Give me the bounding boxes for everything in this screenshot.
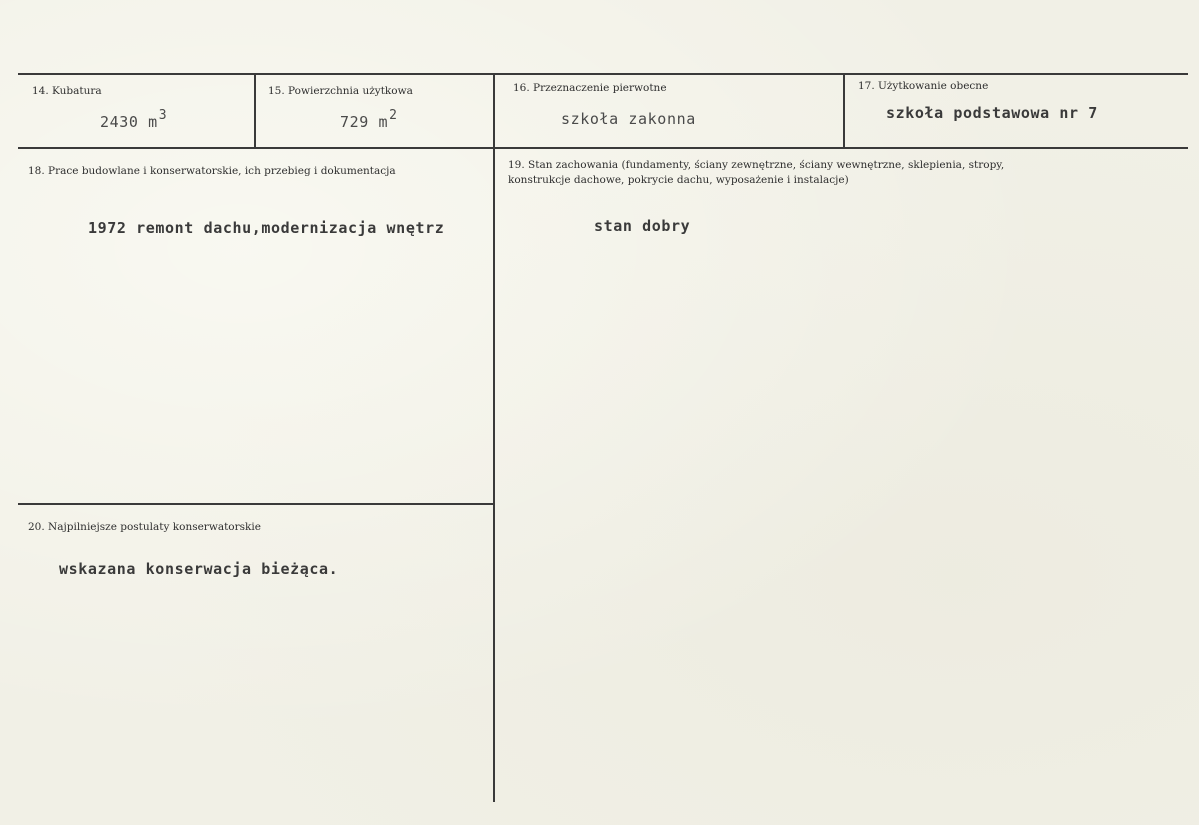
postulaty-value: wskazana konserwacja bieżąca. xyxy=(59,560,339,578)
row-divider-fields-14-17 xyxy=(18,147,1188,149)
prace-value: 1972 remont dachu,modernizacja wnętrz xyxy=(88,219,445,237)
powierzchnia-label: 15. Powierzchnia użytkowa xyxy=(268,85,413,97)
top-rule xyxy=(18,73,1188,75)
postulaty-label: 20. Najpilniejsze postulaty konserwatorskie xyxy=(28,521,261,533)
przeznaczenie-value: szkoła zakonna xyxy=(561,110,696,128)
powierzchnia-exponent: 2 xyxy=(389,108,398,123)
col-divider-16-17 xyxy=(843,73,845,147)
powierzchnia-value-text: 729 m xyxy=(340,113,389,131)
stan-label-line1: 19. Stan zachowania (fundamenty, ściany zewnętrzne, ściany wewnętrzne, sklepienia, stropy, xyxy=(508,159,1005,171)
powierzchnia-value xyxy=(340,110,398,131)
kubatura-exponent: 3 xyxy=(158,108,168,123)
stan-value: stan dobry xyxy=(594,217,691,235)
kubatura-label: 14. Kubatura xyxy=(32,85,102,97)
stan-label-line2: konstrukcje dachowe, pokrycie dachu, wyposażenie i instalacje) xyxy=(508,174,849,186)
uzytkowanie-value: szkoła podstawowa nr 7 xyxy=(886,104,1098,122)
row-divider-field-18-20 xyxy=(18,503,494,505)
col-divider-14-15 xyxy=(254,75,256,147)
uzytkowanie-label: 17. Użytkowanie obecne xyxy=(858,80,989,92)
przeznaczenie-label: 16. Przeznaczenie pierwotne xyxy=(513,82,667,94)
prace-label: 18. Prace budowlane i konserwatorskie, ich przebieg i dokumentacja xyxy=(28,165,396,177)
col-divider-15-16 xyxy=(493,75,495,802)
kubatura-value-text: 2430 m xyxy=(100,113,158,131)
kubatura-value xyxy=(100,110,167,131)
